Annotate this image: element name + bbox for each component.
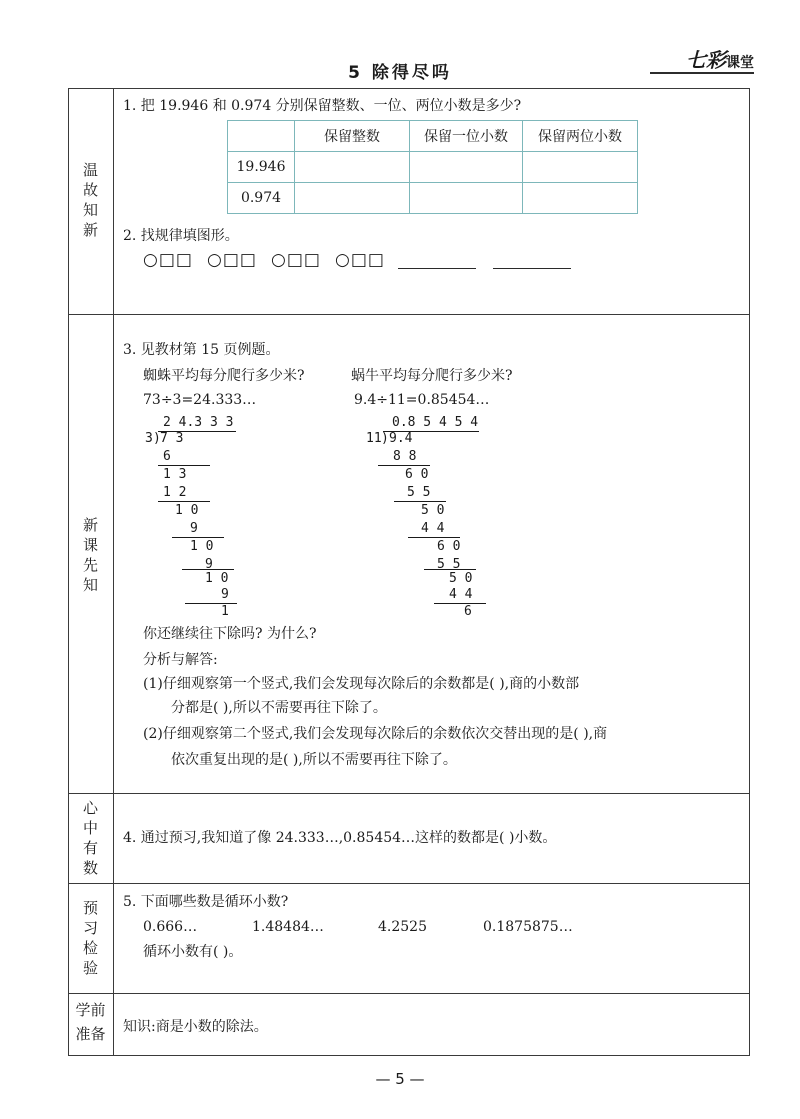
division-step: 1 0 <box>190 539 214 554</box>
answer-line: 循环小数有( )。 <box>143 944 243 960</box>
section-label-preview-check: 预 习 检 验 <box>82 899 98 977</box>
division-step: 6 0 <box>437 539 461 554</box>
rounding-table <box>227 120 638 214</box>
division-step: 1 0 <box>175 503 199 518</box>
division-step: 1 0 <box>205 571 229 586</box>
answer-cell[interactable] <box>523 152 638 183</box>
question-3-prompt: 3. 见教材第 15 页例题。 <box>123 342 280 358</box>
division-step: 6 0 <box>405 467 429 482</box>
preparation-text: 知识:商是小数的除法。 <box>123 1019 268 1035</box>
label-column-divider <box>113 88 114 1056</box>
number-option: 0.1875875… <box>483 919 573 935</box>
division-step: 9 <box>190 521 198 536</box>
spider-equation: 73÷3=24.333… <box>143 392 257 408</box>
brand-name: 七彩 <box>686 48 726 72</box>
page-title: 5 除得尽吗 <box>348 63 452 83</box>
answer-cell[interactable] <box>410 183 523 214</box>
section-label-new-lesson: 新 课 先 知 <box>82 516 98 594</box>
table-header-cell: 保留两位小数 <box>523 121 638 152</box>
spider-question: 蜘蛛平均每分爬行多少米? <box>143 368 305 384</box>
section-divider-3 <box>68 883 750 884</box>
answer-cell[interactable] <box>410 152 523 183</box>
shape-group: ○□□ <box>143 250 193 270</box>
division-step: 6 <box>163 449 171 464</box>
question-1-prompt: 1. 把 19.946 和 0.974 分别保留整数、一位、两位小数是多少? <box>123 98 522 114</box>
analysis-part2-line1: (2)仔细观察第二个竖式,我们会发现每次除后的余数依次交替出现的是( ),商 <box>143 726 608 742</box>
answer-cell[interactable] <box>295 183 410 214</box>
brand-suffix: 课堂 <box>726 55 754 71</box>
division-dividend: 9.4 <box>389 431 413 446</box>
division-step: 4 4 <box>421 521 445 536</box>
division-step: 4 4 <box>449 587 473 602</box>
section-label-preparation: 学前 准备 <box>75 1001 106 1043</box>
division-step: 8 8 <box>393 449 417 464</box>
snail-equation: 9.4÷11=0.85454… <box>354 392 490 408</box>
table-header-cell: 保留一位小数 <box>410 121 523 152</box>
question-2-prompt: 2. 找规律填图形。 <box>123 228 239 244</box>
analysis-part1-line2: 分都是( ),所以不需要再往下除了。 <box>171 700 387 716</box>
division-quotient: 2 4.3 3 3 <box>163 415 234 430</box>
question-4-text: 4. 通过预习,我知道了像 24.333…,0.85454…这样的数都是( )小数。 <box>123 830 557 846</box>
section-label-review: 温 故 知 新 <box>82 161 98 239</box>
analysis-title: 分析与解答: <box>143 652 218 668</box>
number-option: 1.48484… <box>252 919 324 935</box>
division-divisor: 11 <box>366 431 382 446</box>
number-option: 4.2525 <box>378 919 427 935</box>
section-label-heart: 心 中 有 数 <box>82 799 98 877</box>
analysis-part1-line1: (1)仔细观察第一个竖式,我们会发现每次除后的余数都是( ),商的小数部 <box>143 676 580 692</box>
follow-up-question: 你还继续往下除吗? 为什么? <box>143 626 317 642</box>
division-step: 5 0 <box>449 571 473 586</box>
brand-logo <box>686 44 754 73</box>
answer-cell[interactable] <box>523 183 638 214</box>
shape-group: ○□□ <box>207 250 257 270</box>
division-remainder: 1 <box>221 604 229 619</box>
analysis-part2-line2: 依次重复出现的是( ),所以不需要再往下除了。 <box>171 752 457 768</box>
table-header-cell <box>228 121 295 152</box>
division-step: 5 5 <box>437 557 461 572</box>
division-step: 5 0 <box>421 503 445 518</box>
section-divider-1 <box>68 314 750 315</box>
table-row <box>228 183 638 214</box>
table-header-cell: 保留整数 <box>295 121 410 152</box>
page-number: — 5 — <box>375 1070 425 1088</box>
shape-group: ○□□ <box>271 250 321 270</box>
shape-group: ○□□ <box>335 250 385 270</box>
division-step: 1 3 <box>163 467 187 482</box>
division-dividend: 7 3 <box>160 431 184 446</box>
table-row-label: 0.974 <box>228 183 295 214</box>
section-divider-2 <box>68 793 750 794</box>
answer-cell[interactable] <box>295 152 410 183</box>
table-header-row <box>228 121 638 152</box>
table-row-label: 19.946 <box>228 152 295 183</box>
answer-blank[interactable] <box>398 268 476 269</box>
division-step: 5 5 <box>407 485 431 500</box>
answer-blank[interactable] <box>493 268 571 269</box>
division-step: 1 2 <box>163 485 187 500</box>
division-divisor: 3 <box>145 431 153 446</box>
table-row <box>228 152 638 183</box>
question-5-prompt: 5. 下面哪些数是循环小数? <box>123 894 289 910</box>
division-bracket: ) <box>153 431 161 446</box>
division-bar <box>185 603 237 604</box>
division-remainder: 6 <box>464 604 472 619</box>
division-step: 9 <box>221 587 229 602</box>
number-option: 0.666… <box>143 919 198 935</box>
division-bar <box>434 603 486 604</box>
brand-underline <box>650 72 754 74</box>
division-step: 9 <box>205 557 213 572</box>
section-divider-4 <box>68 993 750 994</box>
division-quotient: 0.8 5 4 5 4 <box>392 415 479 430</box>
division-bracket: ) <box>381 431 389 446</box>
snail-question: 蜗牛平均每分爬行多少米? <box>351 368 513 384</box>
